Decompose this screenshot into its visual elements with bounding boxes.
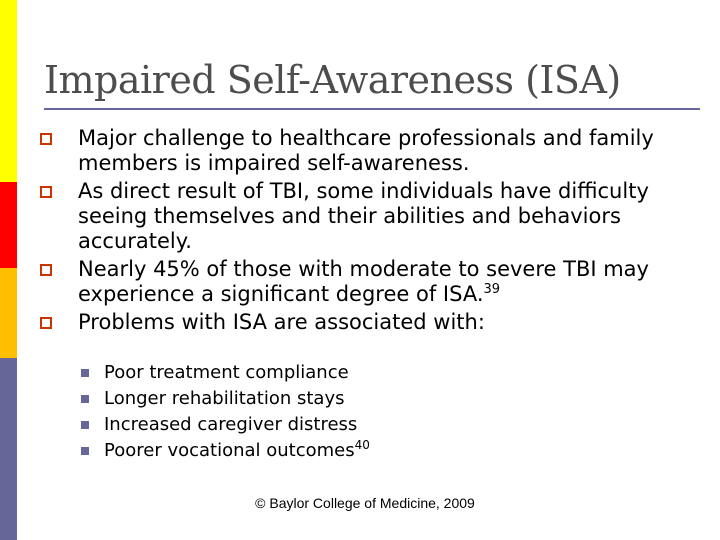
bullet-item <box>38 257 698 307</box>
bullet-text: As direct result of TBI, some individuals have difficulty seeing themselves and their abilities and behaviors accurately. <box>78 179 649 253</box>
sub-bullet-item <box>78 412 678 438</box>
filled-square-bullet-icon <box>81 421 89 429</box>
sub-bullet-text: Increased caregiver distress <box>104 414 358 435</box>
filled-square-bullet-icon <box>81 395 89 403</box>
sub-bullet-text: Longer rehabilitation stays <box>104 388 345 409</box>
filled-square-bullet-icon <box>81 369 89 377</box>
hollow-square-bullet-icon <box>40 264 52 276</box>
bullet-text: Nearly 45% of those with moderate to severe TBI may experience a significant degree of ISA. <box>78 257 649 306</box>
bullet-item <box>38 126 698 176</box>
sub-bullet-item <box>78 360 678 386</box>
bullet-list <box>38 126 698 338</box>
sub-bullet-text: Poorer vocational outcomes <box>104 440 355 461</box>
bullet-text: Major challenge to healthcare professionals and family members is impaired self-awareness. <box>78 126 654 175</box>
citation-superscript: 40 <box>354 438 370 452</box>
sub-bullet-item <box>78 438 678 464</box>
left-bar-red <box>0 182 17 268</box>
left-bar-orange <box>0 268 17 358</box>
footer-copyright: © Baylor College of Medicine, 2009 <box>255 495 475 511</box>
title-underline <box>44 108 700 110</box>
hollow-square-bullet-icon <box>40 133 52 145</box>
citation-superscript: 39 <box>483 282 501 297</box>
bullet-item <box>38 310 698 335</box>
hollow-square-bullet-icon <box>40 186 52 198</box>
left-bar-yellow <box>0 0 17 182</box>
bullet-item <box>38 179 698 254</box>
bullet-text: Problems with ISA are associated with: <box>78 310 485 334</box>
sub-bullet-text: Poor treatment compliance <box>104 362 349 383</box>
filled-square-bullet-icon <box>81 447 89 455</box>
slide-title: Impaired Self-Awareness (ISA) <box>44 58 621 102</box>
sub-bullet-list <box>78 360 678 464</box>
left-bar-purple <box>0 358 17 540</box>
sub-bullet-item <box>78 386 678 412</box>
hollow-square-bullet-icon <box>40 317 52 329</box>
